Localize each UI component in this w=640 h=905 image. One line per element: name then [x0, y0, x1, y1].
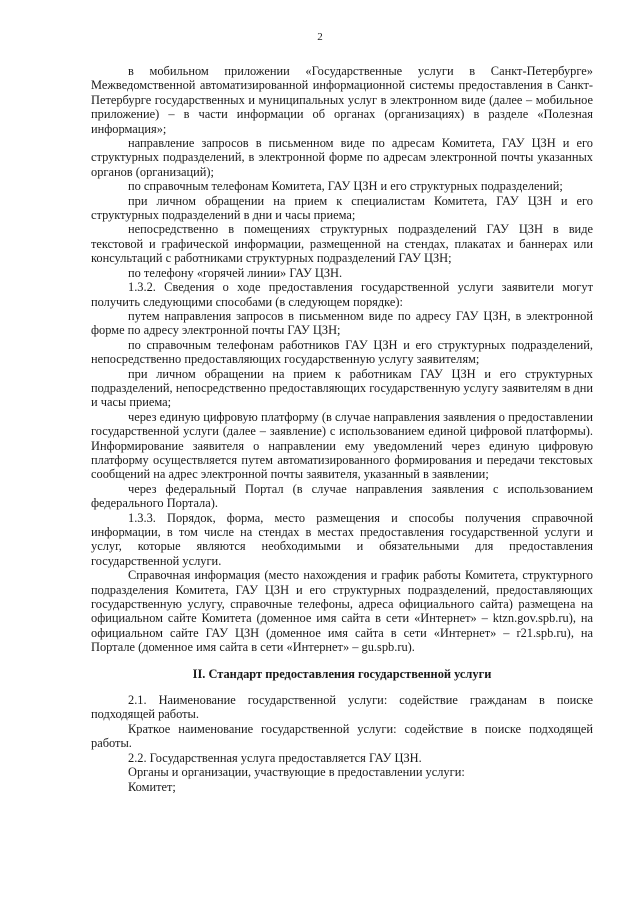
paragraph: Органы и организации, участвующие в предоставлении услуги:	[128, 765, 465, 780]
document-body	[91, 64, 593, 794]
paragraph: через федеральный Портал (в случае направления заявления с использованием федерального Портала).	[91, 481, 593, 511]
paragraph: 2.2. Государственная услуга предоставляется ГАУ ЦЗН.	[128, 750, 422, 765]
paragraph: Справочная информация (место нахождения и график работы Комитета, структурного подразделения Комитета, ГАУ ЦЗН и его структурных подразделений, предоставляющих государственную услугу, справочные телефоны, адреса официального сайта) размещена на официальном сайте Комитета (доменное имя сайта в сети «Интернет» – ktzn.gov.spb.ru), на официальном сайте ГАУ ЦЗН (доменное имя сайта в сети «Интернет» – r21.spb.ru), на Портале (доменное имя сайта в сети «Интернет» – gu.spb.ru).	[91, 568, 593, 655]
paragraph: непосредственно в помещениях структурных подразделений ГАУ ЦЗН в виде текстовой и графической информации, размещенной на стендах, плакатах и баннерах или консультаций с работниками структурных подразделений ГАУ ЦЗН;	[91, 222, 593, 266]
paragraph: в мобильном приложении «Государственные услуги в Санкт-Петербурге» Межведомственной автоматизированной информационной системы предоставления в Санкт-Петербурге государственных и муниципальных услуг в электронном виде (далее – мобильное приложение) – в части информации об органах (организациях) в разделе «Полезная информация»;	[91, 64, 593, 136]
paragraph: направление запросов в письменном виде по адресам Комитета, ГАУ ЦЗН и его структурных подразделений, в электронной форме по адресам электронной почты указанных органов (организаций);	[91, 136, 593, 179]
paragraph: при личном обращении на прием к специалистам Комитета, ГАУ ЦЗН и его структурных подразделений в дни и часы приема;	[91, 193, 593, 223]
paragraph: 1.3.2. Сведения о ходе предоставления государственной услуги заявители могут получить следующими способами (в следующем порядке):	[91, 280, 593, 309]
paragraph: при личном обращении на прием к работникам ГАУ ЦЗН и его структурных подразделений, непосредственно предоставляющих государственную услугу заявителям в дни и часы приема;	[91, 366, 593, 410]
section-heading: II. Стандарт предоставления государственной услуги	[192, 666, 492, 681]
paragraph: по справочным телефонам работников ГАУ ЦЗН и его структурных подразделений, непосредственно предоставляющих государственную услугу заявителям;	[91, 337, 593, 367]
paragraph: Краткое наименование государственной услуги: содействие в поиске подходящей работы.	[91, 721, 593, 751]
paragraph: 1.3.3. Порядок, форма, место размещения и способы получения справочной информации, в том числе на стендах в местах предоставления государственной услуги и услуг, которые являются необходимыми и обязательными для предоставления государственной услуги.	[91, 510, 593, 568]
paragraph: 2.1. Наименование государственной услуги: содействие гражданам в поиске подходящей работы.	[91, 693, 593, 722]
paragraph: по телефону «горячей линии» ГАУ ЦЗН.	[128, 265, 343, 280]
paragraph: через единую цифровую платформу (в случае направления заявления о предоставлении государственной услуги (далее – заявление) с использованием единой цифровой платформы). Информирование заявителя о направлении ему уведомлений через единую цифровую платформу осуществляется путем автоматизированного формирования и передачи текстовых сообщений на адрес электронной почты заявителя, указанный в заявлении;	[91, 409, 593, 482]
page-number: 2	[317, 31, 323, 43]
paragraph: по справочным телефонам Комитета, ГАУ ЦЗН и его структурных подразделений;	[128, 179, 563, 194]
paragraph: путем направления запросов в письменном виде по адресу ГАУ ЦЗН, в электронной форме по адресу электронной почты ГАУ ЦЗН;	[91, 308, 593, 338]
paragraph: Комитет;	[128, 779, 176, 794]
